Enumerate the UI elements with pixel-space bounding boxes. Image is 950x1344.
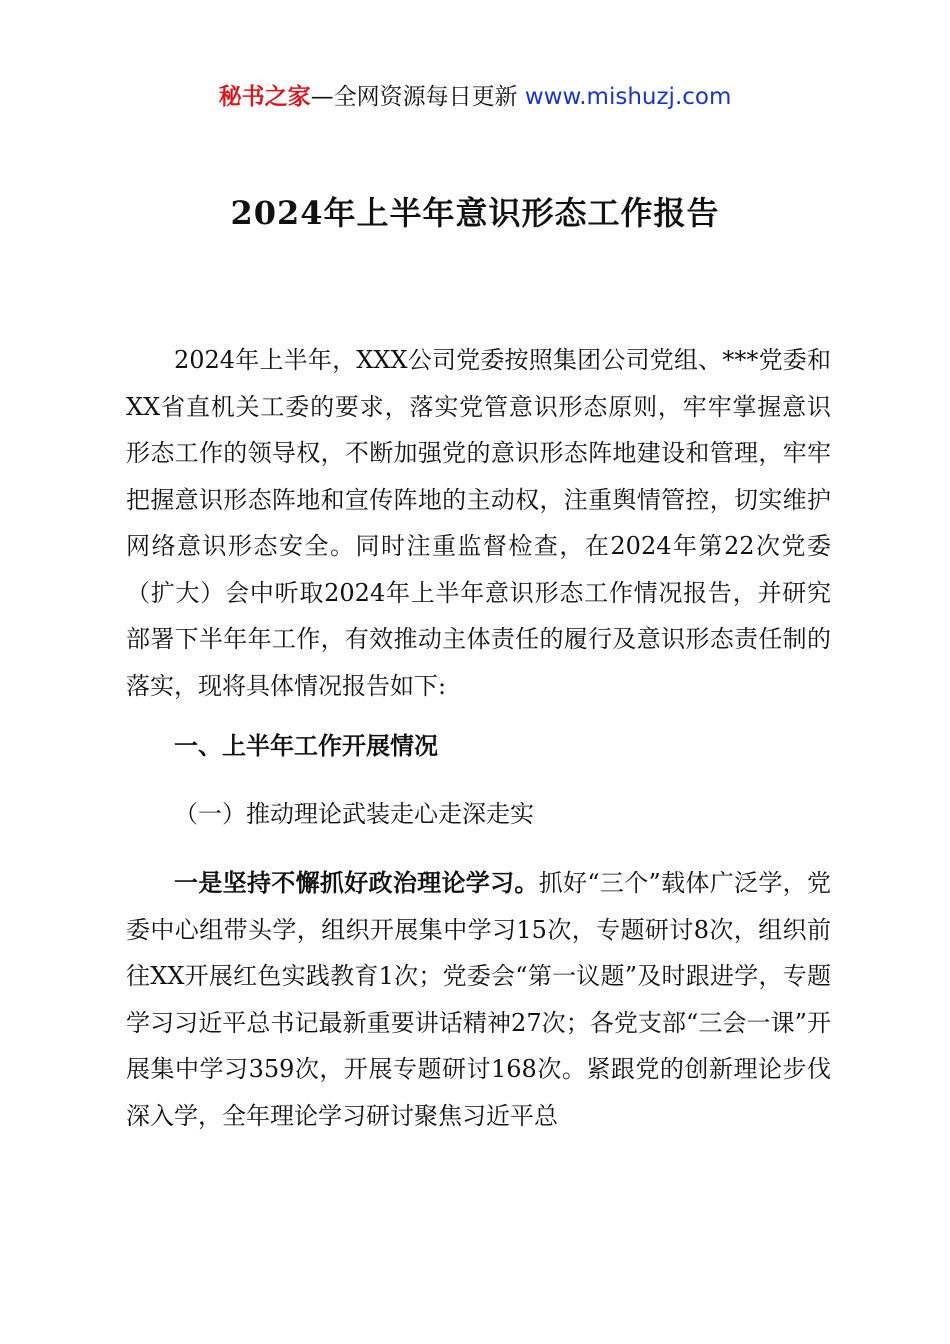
intro-paragraph: 2024年上半年，XXX公司党委按照集团公司党组、***党委和XX省直机关工委的要求，落实党管意识形态原则，牢牢掌握意识形态工作的领导权，不断加强党的意识形态阵地建设和管理，牢牢把握意识形态阵地和宣传阵地的主动权，注重舆情管控，切实维护网络意识形态安全。同时注重监督检查，在2024年第22次党委（扩大）会中听取2024年上半年意识形态工作情况报告，并研究部署下半年年工作，有效推动主体责任的履行及意识形态责任制的落实，现将具体情况报告如下: (126, 346, 831, 700)
site-header (0, 78, 950, 111)
header-slogan: —全网资源每日更新 (310, 84, 525, 110)
paragraph-body: 抓好“三个”载体广泛学，党委中心组带头学，组织开展集中学习15次，专题研讨8次，组织前往XX开展红色实践教育1次；党委会“第一议题”及时跟进学，专题学习习近平总书记最新重要讲话精神27次；各党支部“三会一课”开展集中学习359次，开展专题研讨168次。紧跟党的创新理论步伐深入学，全年理论学习研讨聚焦习近平总 (126, 869, 831, 1130)
body-paragraph (126, 860, 831, 1139)
paragraph-lead: 一是坚持不懈抓好政治理论学习。 (174, 869, 539, 897)
site-url[interactable]: www.mishuzj.com (524, 84, 732, 110)
section-heading: 一、上半年工作开展情况 (174, 732, 438, 760)
subsection-heading: （一）推动理论武装走心走深走实 (174, 800, 534, 828)
brand-name: 秘书之家 (218, 84, 311, 110)
document-title: 2024年上半年意识形态工作报告 (230, 194, 720, 232)
